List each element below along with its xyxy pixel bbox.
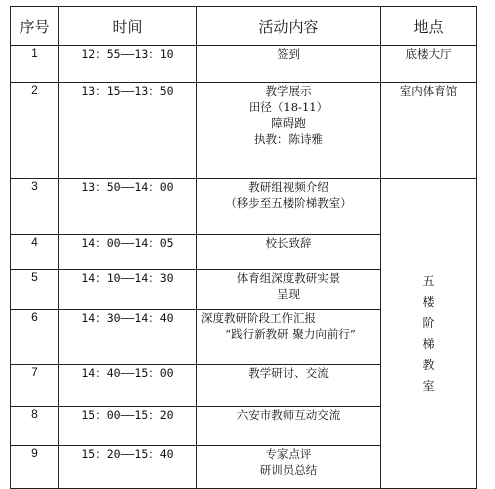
- row-activity: [197, 179, 381, 235]
- header-cell-place: 地点: [381, 7, 477, 46]
- row-number: 3: [11, 179, 59, 235]
- row-number: 5: [11, 270, 59, 310]
- activity-line: 教学展示: [265, 84, 312, 98]
- row-number: 4: [11, 235, 59, 270]
- row-time: 15：20——15：40: [59, 446, 197, 489]
- header-cell-number: 序号: [11, 7, 59, 46]
- activity-line: 研训员总结: [259, 463, 318, 477]
- place-char: 楼: [422, 294, 435, 309]
- activity-line: 呈现: [277, 287, 300, 301]
- activity-line: 障碍跑: [271, 116, 306, 130]
- activity-line: 教研组视频介绍: [248, 180, 329, 194]
- header-cell-time: 时间: [59, 7, 197, 46]
- row-place: 底楼大厅: [381, 46, 477, 83]
- row-time: 14：00——14：05: [59, 235, 197, 270]
- activity-line: 校长致辞: [265, 236, 312, 250]
- row-time: 13：15——13：50: [59, 83, 197, 179]
- activity-line: 体育组深度教研实景: [236, 271, 341, 285]
- row-time: 14：30——14：40: [59, 310, 197, 365]
- row-activity: [197, 235, 381, 270]
- activity-line: 深度教研阶段工作汇报: [201, 311, 316, 325]
- activity-line: 六安市教师互动交流: [236, 408, 341, 422]
- row-time: 15：00——15：20: [59, 407, 197, 446]
- row-activity: [197, 446, 381, 489]
- row-activity: [197, 407, 381, 446]
- activity-line: 教学研讨、交流: [248, 366, 329, 380]
- table-row: [11, 46, 477, 83]
- schedule-table: [10, 6, 477, 489]
- row-time: 12：55——13：10: [59, 46, 197, 83]
- header-row: [11, 7, 477, 46]
- row-activity: [197, 270, 381, 310]
- row-place: 室内体育馆: [381, 83, 477, 179]
- row-number: 2: [11, 83, 59, 179]
- activity-line: 签到: [277, 47, 300, 61]
- place-char: 教: [422, 357, 435, 372]
- row-time: 14：10——14：30: [59, 270, 197, 310]
- row-time: 14：40——15：00: [59, 365, 197, 407]
- row-time: 13：50——14：00: [59, 179, 197, 235]
- row-number: 7: [11, 365, 59, 407]
- row-number: 9: [11, 446, 59, 489]
- row-number: 8: [11, 407, 59, 446]
- activity-line: “践行新教研 聚力向前行”: [225, 327, 356, 341]
- place-char: 室: [422, 378, 435, 393]
- row-number: 6: [11, 310, 59, 365]
- activity-line: 执教：陈诗雅: [254, 132, 323, 146]
- row-number: 1: [11, 46, 59, 83]
- activity-line: （移步至五楼阶梯教室）: [225, 196, 352, 210]
- place-char: 五: [422, 273, 435, 288]
- place-char: 阶: [422, 315, 435, 330]
- activity-line: 专家点评: [265, 447, 312, 461]
- row-activity: [197, 83, 381, 179]
- row-activity: [197, 46, 381, 83]
- table-row: [11, 83, 477, 179]
- row-activity: [197, 310, 381, 365]
- place-char: 梯: [422, 336, 435, 351]
- row-activity: [197, 365, 381, 407]
- activity-line: 田径（18-11）: [248, 100, 329, 114]
- table-row: [11, 179, 477, 235]
- merged-place-cell: [381, 179, 477, 489]
- header-cell-activity: 活动内容: [197, 7, 381, 46]
